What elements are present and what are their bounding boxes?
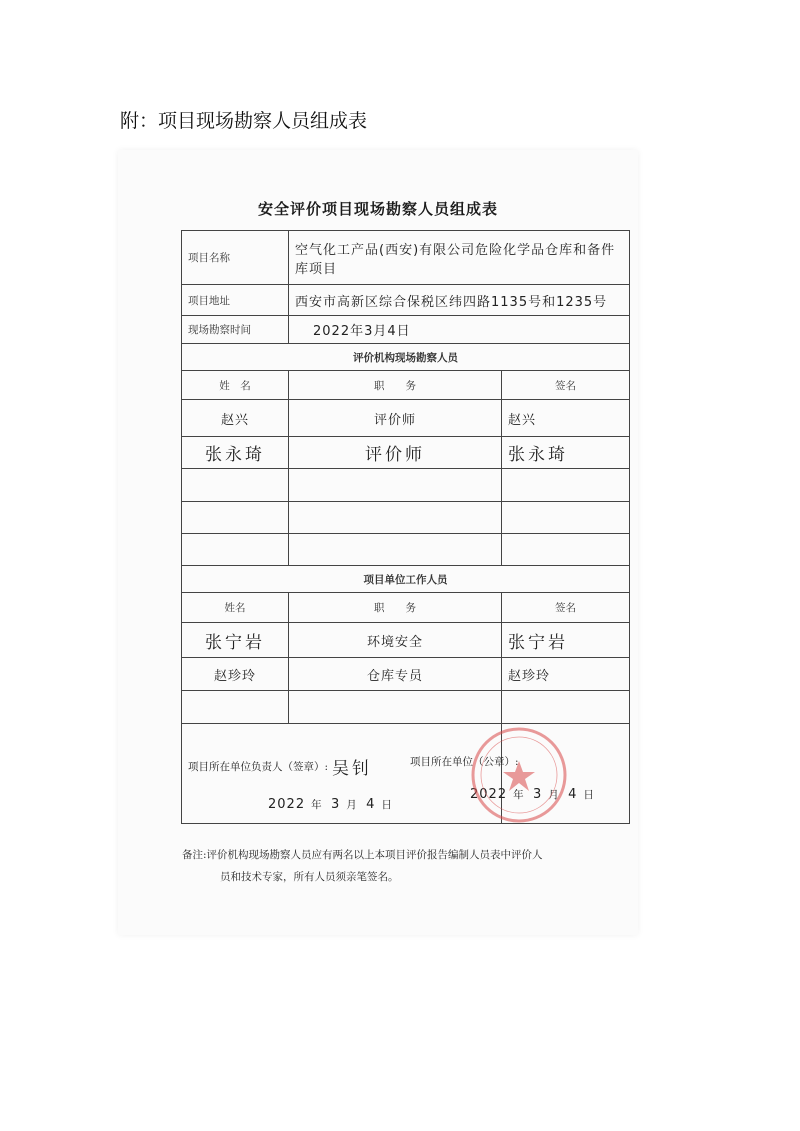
scanned-form [118, 150, 638, 935]
table-row [182, 658, 630, 691]
project-name-value: 空气化工产品(西安)有限公司危险化学品仓库和备件库项目 [289, 231, 630, 285]
survey-time-label: 现场勘察时间 [182, 316, 289, 344]
responsible-date [188, 797, 495, 812]
unit-position-1: 环境安全 [289, 623, 502, 658]
table-row [182, 400, 630, 437]
unit-section-row [182, 566, 630, 593]
seal-date-year: 2022 [470, 787, 508, 802]
table-row [182, 469, 630, 502]
agency-col-position: 职 务 [289, 371, 502, 400]
seal-date-month: 3 [532, 787, 543, 802]
unit-name-2: 赵珍玲 [182, 658, 289, 691]
seal-star [503, 761, 535, 791]
project-address-label: 项目地址 [182, 285, 289, 316]
agency-signature-1: 赵兴 [502, 400, 630, 437]
year-char: 年 [311, 799, 322, 811]
responsible-date-day: 4 [366, 797, 376, 812]
table-row [182, 502, 630, 534]
project-address-value: 西安市高新区综合保税区纬四路1135号和1235号 [289, 285, 630, 316]
unit-signature-2: 赵珍玲 [502, 658, 630, 691]
agency-header-row [182, 371, 630, 400]
footnote-line-2: 员和技术专家，所有人员须亲笔签名。 [220, 871, 399, 883]
responsible-date-year: 2022 [268, 797, 306, 812]
year-char: 年 [513, 789, 524, 801]
unit-signature-1: 张宁岩 [502, 623, 630, 658]
responsible-signature: 吴钊 [332, 759, 373, 779]
project-address-row [182, 285, 630, 316]
responsible-date-month: 3 [330, 797, 341, 812]
unit-col-signature: 签名 [502, 593, 630, 623]
agency-name-1: 赵兴 [182, 400, 289, 437]
unit-col-name: 姓名 [182, 593, 289, 623]
company-seal-icon [469, 725, 569, 825]
responsible-label: 项目所在单位负责人（签章）: [188, 761, 329, 773]
seal-label: 项目所在单位（公章）: [410, 756, 519, 768]
table-row [182, 534, 630, 566]
page-heading: 附：项目现场勘察人员组成表 [120, 110, 368, 132]
agency-col-signature: 签名 [502, 371, 630, 400]
project-name-row [182, 231, 630, 285]
form-title: 安全评价项目现场勘察人员组成表 [257, 200, 498, 218]
unit-position-2: 仓库专员 [289, 658, 502, 691]
footnote-line-1: 备注:评价机构现场勘察人员应有两名以上本项目评价报告编制人员表中评价人 [182, 849, 543, 861]
day-char: 日 [583, 789, 594, 801]
agency-col-name: 姓 名 [182, 371, 289, 400]
unit-header-row [182, 593, 630, 623]
agency-position-2: 评价师 [289, 437, 502, 469]
table-row [182, 691, 630, 724]
agency-section-title: 评价机构现场勘察人员 [182, 344, 630, 371]
table-row [182, 437, 630, 469]
project-name-label: 项目名称 [182, 231, 289, 285]
table-row [182, 623, 630, 658]
footnote [182, 844, 632, 888]
unit-col-position: 职 务 [289, 593, 502, 623]
agency-section-row [182, 344, 630, 371]
day-char: 日 [381, 799, 392, 811]
month-char: 月 [346, 799, 357, 811]
survey-time-value: 2022年3月4日 [289, 316, 630, 344]
unit-section-title: 项目单位工作人员 [182, 566, 630, 593]
agency-signature-2: 张永琦 [502, 437, 630, 469]
survey-time-row [182, 316, 630, 344]
month-char: 月 [548, 789, 559, 801]
responsible-person-cell [182, 724, 502, 824]
agency-position-1: 评价师 [289, 400, 502, 437]
unit-name-1: 张宁岩 [182, 623, 289, 658]
seal-date-day: 4 [568, 787, 578, 802]
agency-name-2: 张永琦 [182, 437, 289, 469]
